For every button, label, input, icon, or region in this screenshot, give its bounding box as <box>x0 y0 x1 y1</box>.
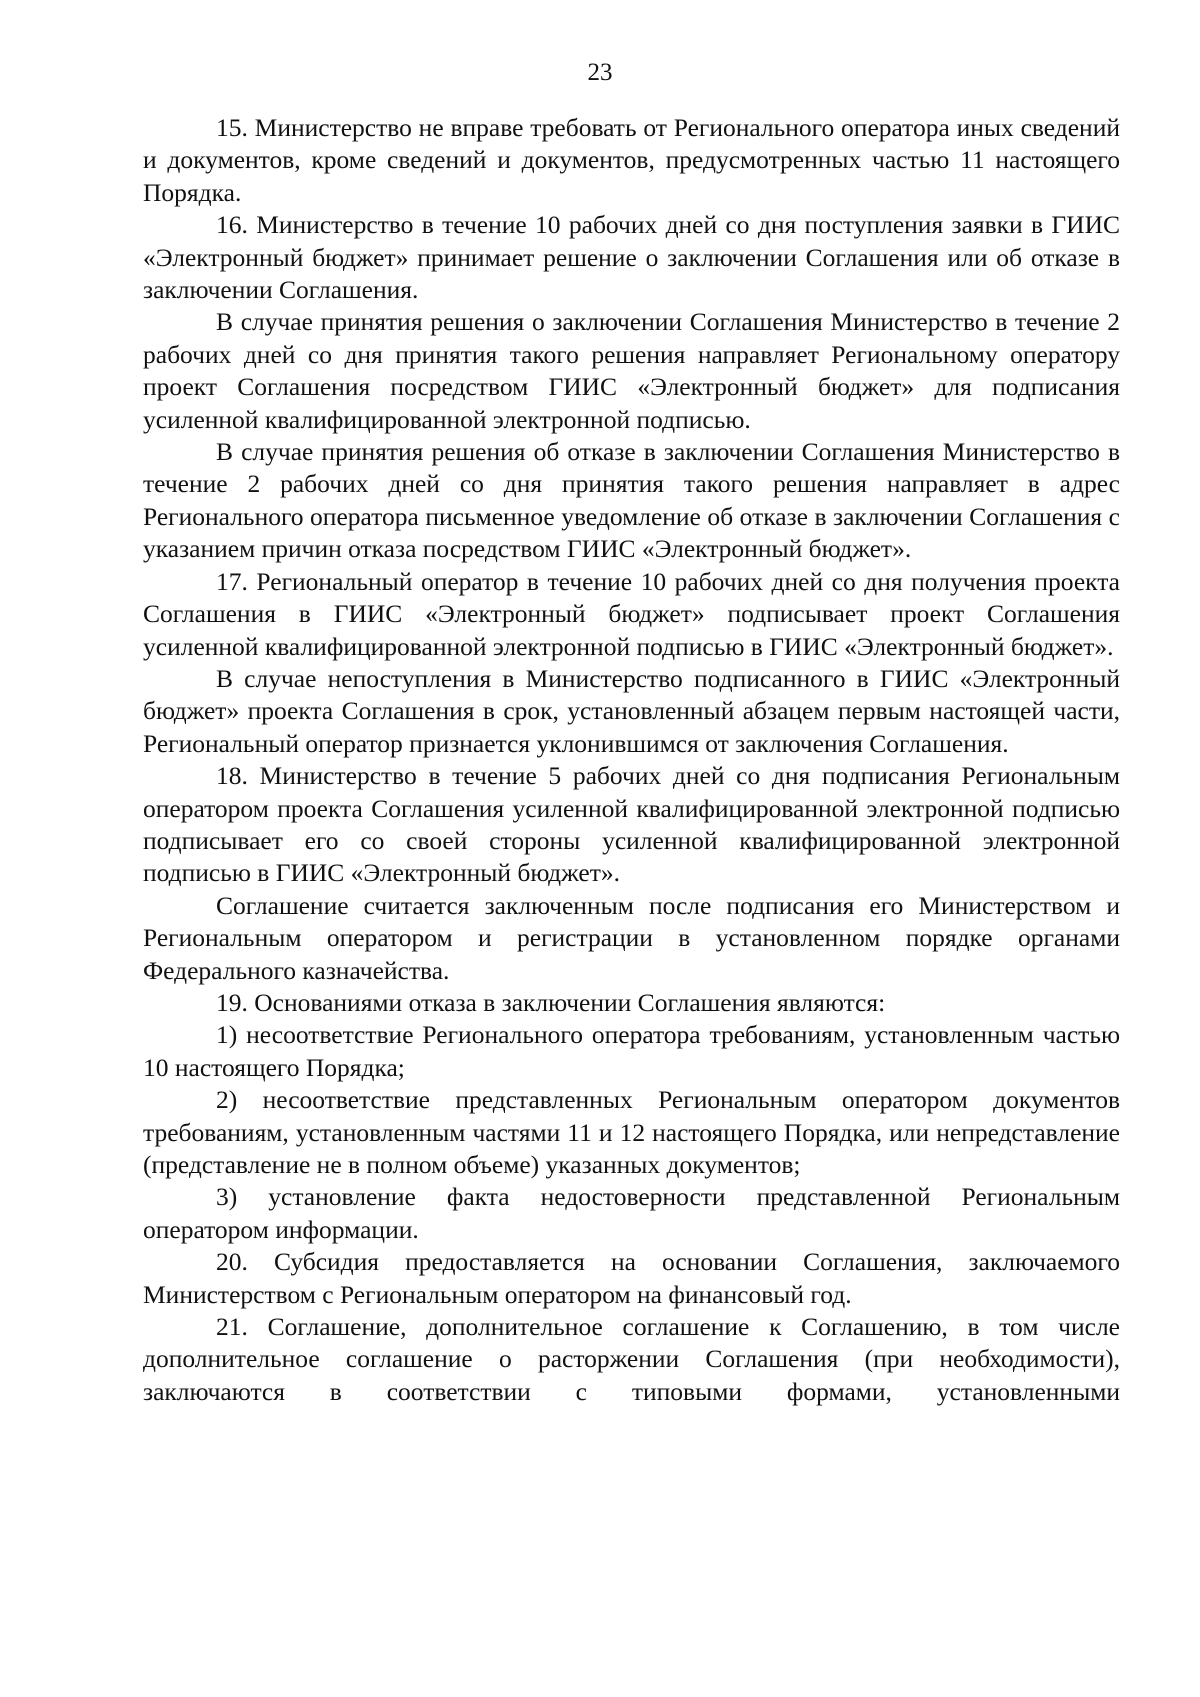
paragraph: В случае принятия решения об отказе в заключении Соглашения Министерство в течение 2 рабочих дней со дня принятия такого решения направляет в адрес Регионального оператора письменное уведомление об отказе в заключении Соглашения с указанием причин отказа посредством ГИИС «Электронный бюджет». <box>143 437 1120 564</box>
paragraph: В случае непоступления в Министерство подписанного в ГИИС «Электронный бюджет» проекта Соглашения в срок, установленный абзацем первым настоящей части, Региональный оператор признается уклонившимся от заключения Соглашения. <box>143 663 1120 758</box>
paragraph: В случае принятия решения о заключении Соглашения Министерство в течение 2 рабочих дней со дня принятия такого решения направляет Региональному оператору проект Соглашения посредством ГИИС «Электронный бюджет» для подписания усиленной квалифицированной электронной подписью. <box>143 307 1120 434</box>
paragraph: 21. Соглашение, дополнительное соглашение к Соглашению, в том числе дополнительное соглашение о расторжении Соглашения (при необходимости), заключаются в соответствии с типовыми формами, установленными <box>143 1312 1120 1406</box>
paragraph: Соглашение считается заключенным после подписания его Министерством и Региональным оператором и регистрации в установленном порядке органами Федерального казначейства. <box>143 890 1120 985</box>
paragraph: 19. Основаниями отказа в заключении Соглашения являются: <box>216 987 886 1017</box>
paragraph: 1) несоответствие Регионального оператора требованиям, установленным частью 10 настоящего Порядка; <box>143 1020 1120 1082</box>
paragraph: 3) установление факта недостоверности представленной Региональным оператором информации. <box>143 1182 1120 1244</box>
paragraph: 2) несоответствие представленных Региональным оператором документов требованиям, установленным частями 11 и 12 настоящего Порядка, или непредставление (представление не в полном объеме) указанных документов; <box>143 1085 1120 1179</box>
paragraph: 20. Субсидия предоставляется на основании Соглашения, заключаемого Министерством с Региональным оператором на финансовый год. <box>143 1247 1120 1309</box>
paragraph: 15. Министерство не вправе требовать от Регионального оператора иных сведений и документов, кроме сведений и документов, предусмотренных частью 11 настоящего Порядка. <box>143 113 1120 207</box>
paragraph: 17. Региональный оператор в течение 10 рабочих дней со дня получения проекта Соглашения в ГИИС «Электронный бюджет» подписывает проект Соглашения усиленной квалифицированной электронной подписью в ГИИС «Электронный бюджет». <box>143 566 1120 661</box>
paragraph: 18. Министерство в течение 5 рабочих дней со дня подписания Региональным оператором проекта Соглашения усиленной квалифицированной электронной подписью подписывает его со своей стороны усиленной квалифицированной электронной подписью в ГИИС «Электронный бюджет». <box>143 761 1120 888</box>
paragraph: 16. Министерство в течение 10 рабочих дней со дня поступления заявки в ГИИС «Электронный бюджет» принимает решение о заключении Соглашения или об отказе в заключении Соглашения. <box>143 210 1120 305</box>
document-body <box>143 112 1120 1408</box>
page-number: 23 <box>587 59 613 86</box>
